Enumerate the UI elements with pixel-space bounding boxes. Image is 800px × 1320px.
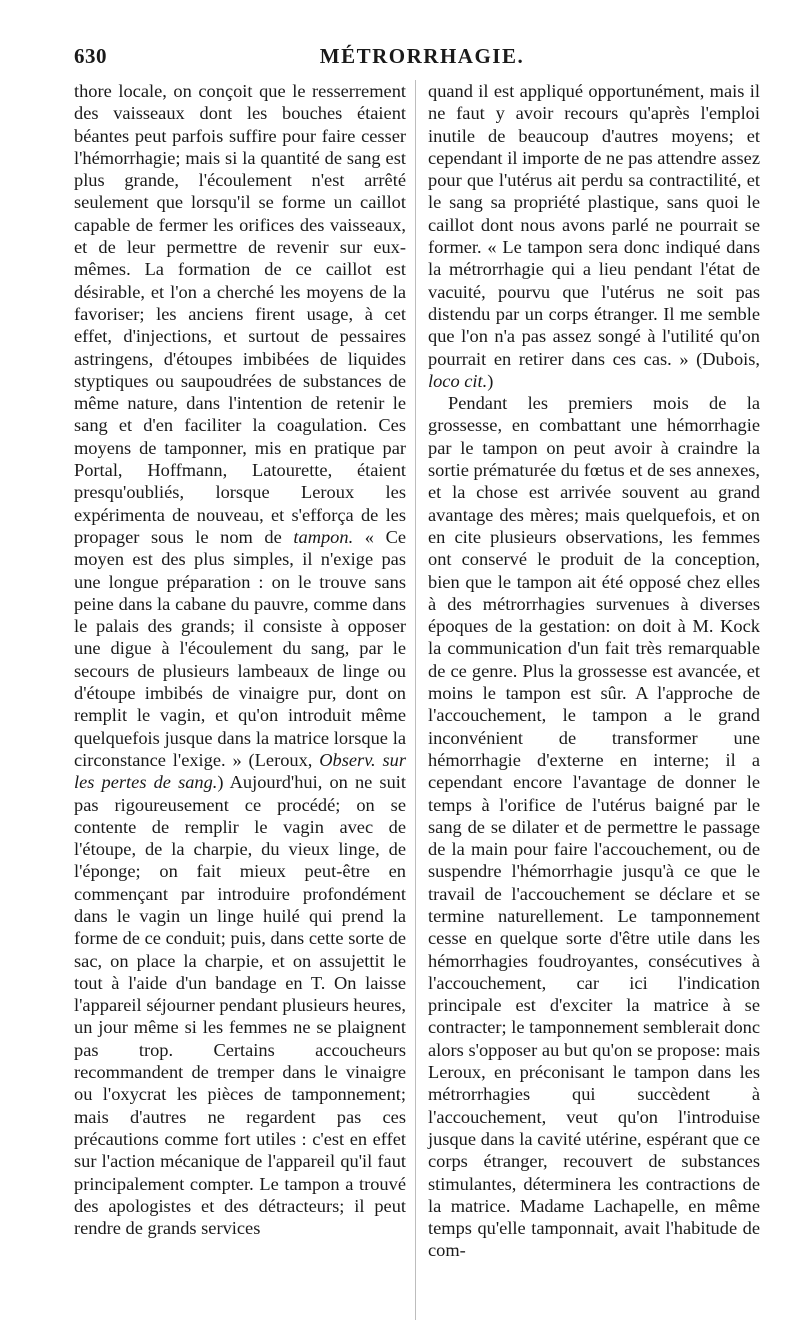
right-paragraph-1 [428,80,760,392]
left-italic-tampon: tampon. [293,526,354,547]
right-column [428,80,760,1262]
page-header [74,44,760,76]
right-italic-citation: loco cit. [428,370,488,391]
text-columns [74,80,760,1262]
left-text-a: thore locale, on conçoit que le resserrement des vaisseaux dont les bouches étaient béantes peut parfois suffire pour faire cesser l'hémorrhagie; mais si la quantité de sang est plus grande, l'écoulement n'est arrêté seulement que lorsqu'il se forme un caillot capable de fermer les orifices des vaisseaux, et de leur permettre de revenir sur eux-mêmes. La formation de ce caillot est désirable, et l'on a cherché les moyens de la favoriser; les anciens firent usage, à cet effet, d'injections, et surtout de pessaires astringens, d'étoupes imbibées de liquides styptiques ou saupoudrées de substances de même nature, dans l'intention de retenir le sang et d'en faciliter la coagulation. Ces moyens de tamponner, mis en pratique par Portal, Hoffmann, Latourette, étaient presqu'oubliés, lorsque Leroux les expérimenta de nouveau, et s'efforça de les propager sous le nom de [74,81,406,547]
right-text-a: quand il est appliqué opportunément, mais il ne faut y avoir recours qu'après l'emploi inutile de beaucoup d'autres moyens; et cependant il importe de ne pas attendre assez pour que l'utérus ait perdu sa contractilité, et le sang sa propriété plastique, sans quoi le caillot dont nous avons parlé ne pourrait se former. « Le tampon sera donc indiqué dans la métrorrhagie qui a lieu pendant l'état de vacuité, pourvu que l'utérus ne soit pas distendu par un corps étranger. Il me semble que l'on n'a pas assez songé à l'utilité qu'on pourrait en retirer dans ces cas. » (Dubois, [428,81,760,369]
right-text-b: ) [487,370,494,391]
left-text-c: ) Aujourd'hui, on ne suit pas rigoureusement ce procédé; on se contente de remplir le vagin avec de l'étoupe, de la charpie, du vieux linge, de l'éponge; on fait mieux peut-être en commençant par introduire profondément dans le vagin un linge huilé qui prend la forme de ce conduit; puis, dans cette sorte de sac, on place la charpie, et on assujettit le tout à l'aide d'un bandage en T. On laisse l'appareil séjourner pendant plusieurs heures, un jour même si les femmes ne se plaignent pas trop. Certains accoucheurs recommandent de tremper dans le vinaigre ou l'oxycrat les pièces de tamponnement; mais d'autres ne regardent pas ces précautions comme fort utiles : c'est en effet sur l'action mécanique de l'appareil qu'il faut principalement compter. Le tampon a trouvé des apologistes et des détracteurs; il peut rendre de grands services [74,772,406,1239]
right-paragraph-2: Pendant les premiers mois de la grossesse, en combattant une hémorrhagie par le tampon on peut avoir à craindre la sortie prématurée du fœtus et de ses annexes, et la chose est arrivée souvent au grand avantage des mères; mais quelquefois, et on en cite plusieurs observations, les femmes ont conservé le produit de la conception, bien que le tampon ait été opposé chez elles à des métrorrhagies survenues à diverses époques de la gestation: on doit à M. Kock la communication d'un fait très remarquable de ce genre. Plus la grossesse est avancée, et moins le tampon est sûr. A l'approche de l'accouchement, le tampon a le grand inconvénient de transformer une hémorrhagie d'externe en interne; il a cependant encore l'avantage de donner le temps à l'orifice de l'utérus baigné par le sang de se dilater et de permettre le passage de la main pour faire l'accouchement, ou de suspendre l'hémorrhagie jusqu'à ce que le travail de l'accouchement se déclare et se termine naturellement. Le tamponnement cesse en quelque sorte d'être utile dans les hémorrhagies foudroyantes, consécutives à l'accouchement, car ici l'indication principale est d'exciter la matrice à se contracter; le tamponnement semblerait donc alors s'opposer au but qu'on se propose: mais Leroux, en préconisant le tampon dans les métrorrhagies qui succèdent à l'accouchement, veut qu'on l'introduise jusque dans la cavité utérine, espérant que ce corps étranger, recouvert de substances stimulantes, déterminera les contractions de la matrice. Madame Lachapelle, en même temps qu'elle tamponnait, avait l'habitude de com- [428,393,760,1261]
left-paragraph-1 [74,80,406,1239]
left-italic-citation: Observ. sur les pertes de sang. [74,749,406,793]
page-number: 630 [74,44,107,68]
column-divider [415,80,416,1320]
running-title: MÉTRORRHAGIE. [319,44,525,68]
left-text-b: « Ce moyen est des plus simples, il n'exige pas une longue préparation : on le trouve sans peine dans la cabane du pauvre, comme dans le palais des grands; il consiste à opposer une digue à l'écoulement du sang, par le secours de plusieurs lambeaux de linge ou d'étoupe imbibés de vinaigre pur, dont on remplit le vagin, et qu'on introduit même quelquefois jusque dans la matrice lorsque la circonstance l'exige. » (Leroux, [74,526,406,770]
left-column [74,80,406,1262]
